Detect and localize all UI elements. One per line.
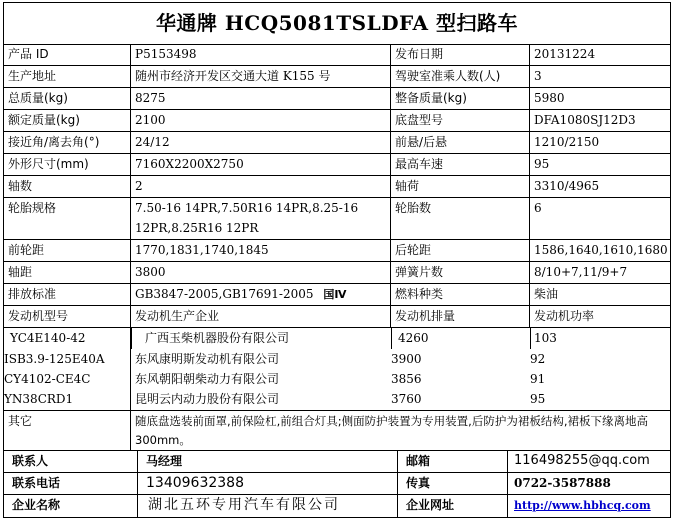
spec-value: 20131224	[534, 47, 596, 61]
tire-count-label: 轮胎数	[391, 198, 530, 239]
spec-value: 3310/4965	[534, 179, 600, 193]
spec-value: 2	[131, 176, 391, 197]
contact-row	[4, 473, 670, 495]
spec-label: 发布日期	[391, 44, 530, 65]
tire-spec: 7.50-16 14PR,7.50R16 14PR,8.25-16 12PR,8.25R16 12PR	[131, 198, 391, 239]
engine-power: 92	[530, 352, 546, 366]
spec-label: 额定质量(kg)	[4, 110, 131, 131]
engine-header-power: 发动机功率	[534, 309, 595, 323]
spec-row	[4, 66, 670, 88]
company-label: 企业名称	[4, 495, 138, 517]
engine-makers	[131, 328, 391, 410]
email-label: 邮箱	[398, 451, 508, 472]
spec-value: 7160X2200X2750	[131, 154, 391, 175]
contact-person-label: 联系人	[4, 451, 138, 472]
other-value: 随底盘选装前面罩,前保险杠,前组合灯具;侧面防护装置为专用装置,后防护为裙板结构,裙板下缘离地高 300mm。	[135, 414, 648, 447]
emission-badge: 国Ⅳ	[323, 288, 347, 301]
engine-maker: 东风朝阳朝柴动力有限公司	[135, 372, 280, 386]
spec-label: 外形尺寸(mm)	[4, 154, 131, 175]
spec-label: 接近角/离去角(°)	[4, 132, 131, 153]
website-cell	[508, 495, 670, 517]
emission-row	[4, 284, 670, 306]
engine-displacements	[391, 328, 530, 410]
spec-value: 8275	[131, 88, 391, 109]
spec-label: 产品 ID	[4, 44, 131, 65]
spec-label: 轴数	[4, 176, 131, 197]
engine-maker: 东风康明斯发动机有限公司	[135, 352, 280, 366]
other-label: 其它	[4, 411, 131, 450]
spec-row	[4, 176, 670, 198]
engine-power: 103	[534, 331, 557, 345]
spec-label: 轴荷	[391, 176, 530, 197]
engine-header-model: 发动机型号	[4, 306, 131, 327]
fuel-value: 柴油	[534, 287, 559, 301]
spec-label: 底盘型号	[391, 110, 530, 131]
engine-displacement: 3856	[391, 372, 422, 386]
vehicle-spec-sheet	[3, 2, 671, 518]
engine-powers	[530, 328, 670, 410]
spec-label: 整备质量(kg)	[391, 88, 530, 109]
contact-person: 马经理	[138, 451, 398, 472]
spec-row	[4, 110, 670, 132]
spec-label: 轴距	[4, 262, 131, 283]
engine-model: ISB3.9-125E40A	[4, 352, 105, 366]
spec-label: 生产地址	[4, 66, 131, 87]
company-name: 湖北五环专用汽车有限公司	[138, 495, 398, 517]
page-title: 华通牌 HCQ5081TSLDFA 型扫路车	[4, 3, 670, 45]
contact-row	[4, 451, 670, 473]
engine-displacement: 3900	[391, 352, 422, 366]
spec-value: 2100	[131, 110, 391, 131]
fax-value: 0722-3587888	[514, 476, 611, 490]
spec-row	[4, 44, 670, 66]
spec-label: 最高车速	[391, 154, 530, 175]
other-row	[4, 411, 670, 451]
engine-header-row	[4, 306, 670, 328]
engine-models	[4, 328, 131, 410]
emission-standard: GB3847-2005,GB17691-2005	[135, 287, 314, 301]
engine-header-displacement: 发动机排量	[391, 306, 530, 327]
spec-value: 95	[534, 157, 550, 171]
engine-power: 95	[530, 392, 546, 406]
spec-value: 1770,1831,1740,1845	[131, 240, 391, 261]
spec-value: 5980	[534, 91, 565, 105]
spec-label: 弹簧片数	[391, 262, 530, 283]
spec-value: 1586,1640,1610,1680	[534, 243, 668, 257]
engine-list	[4, 328, 670, 411]
engine-maker: 昆明云内动力股份有限公司	[135, 392, 280, 406]
spec-value: 24/12	[131, 132, 391, 153]
spec-label: 驾驶室准乘人数(人)	[391, 66, 530, 87]
emission-label: 排放标准	[4, 284, 131, 305]
engine-header-maker: 发动机生产企业	[131, 306, 391, 327]
tire-label: 轮胎规格	[4, 198, 131, 239]
spec-row	[4, 154, 670, 176]
emission-value-cell	[131, 284, 391, 305]
engine-maker: 广西玉柴机器股份有限公司	[145, 331, 290, 345]
spec-value: 1210/2150	[534, 135, 600, 149]
website-link[interactable]: http://www.hbhcq.com	[514, 499, 651, 512]
engine-displacement: 3760	[391, 392, 422, 406]
website-label: 企业网址	[398, 495, 508, 517]
spec-value: 8/10+7,11/9+7	[534, 265, 628, 279]
engine-model: YN38CRD1	[4, 392, 74, 406]
email-value: 116498255@qq.com	[514, 453, 650, 468]
phone-value: 13409632388	[138, 473, 398, 494]
engine-model: CY4102-CE4C	[4, 372, 91, 386]
fuel-label: 燃料种类	[391, 284, 530, 305]
spec-value: 3800	[131, 262, 391, 283]
spec-value: 随州市经济开发区交通大道 K155 号	[131, 66, 391, 87]
spec-label: 总质量(kg)	[4, 88, 131, 109]
engine-power: 91	[530, 372, 546, 386]
spec-label: 前轮距	[4, 240, 131, 261]
spec-value: P5153498	[131, 44, 391, 65]
spec-label: 后轮距	[391, 240, 530, 261]
engine-model: YC4E140-42	[10, 331, 86, 345]
tire-count: 6	[534, 201, 542, 215]
fax-label: 传真	[398, 473, 508, 494]
phone-label: 联系电话	[4, 473, 138, 494]
engine-displacement: 4260	[398, 331, 429, 345]
spec-row	[4, 132, 670, 154]
spec-value: 3	[534, 69, 542, 83]
spec-row	[4, 88, 670, 110]
tire-row	[4, 198, 670, 240]
spec-row	[4, 240, 670, 262]
spec-value: DFA1080SJ12D3	[534, 113, 636, 127]
contact-row	[4, 495, 670, 517]
spec-label: 前悬/后悬	[391, 132, 530, 153]
spec-row	[4, 262, 670, 284]
